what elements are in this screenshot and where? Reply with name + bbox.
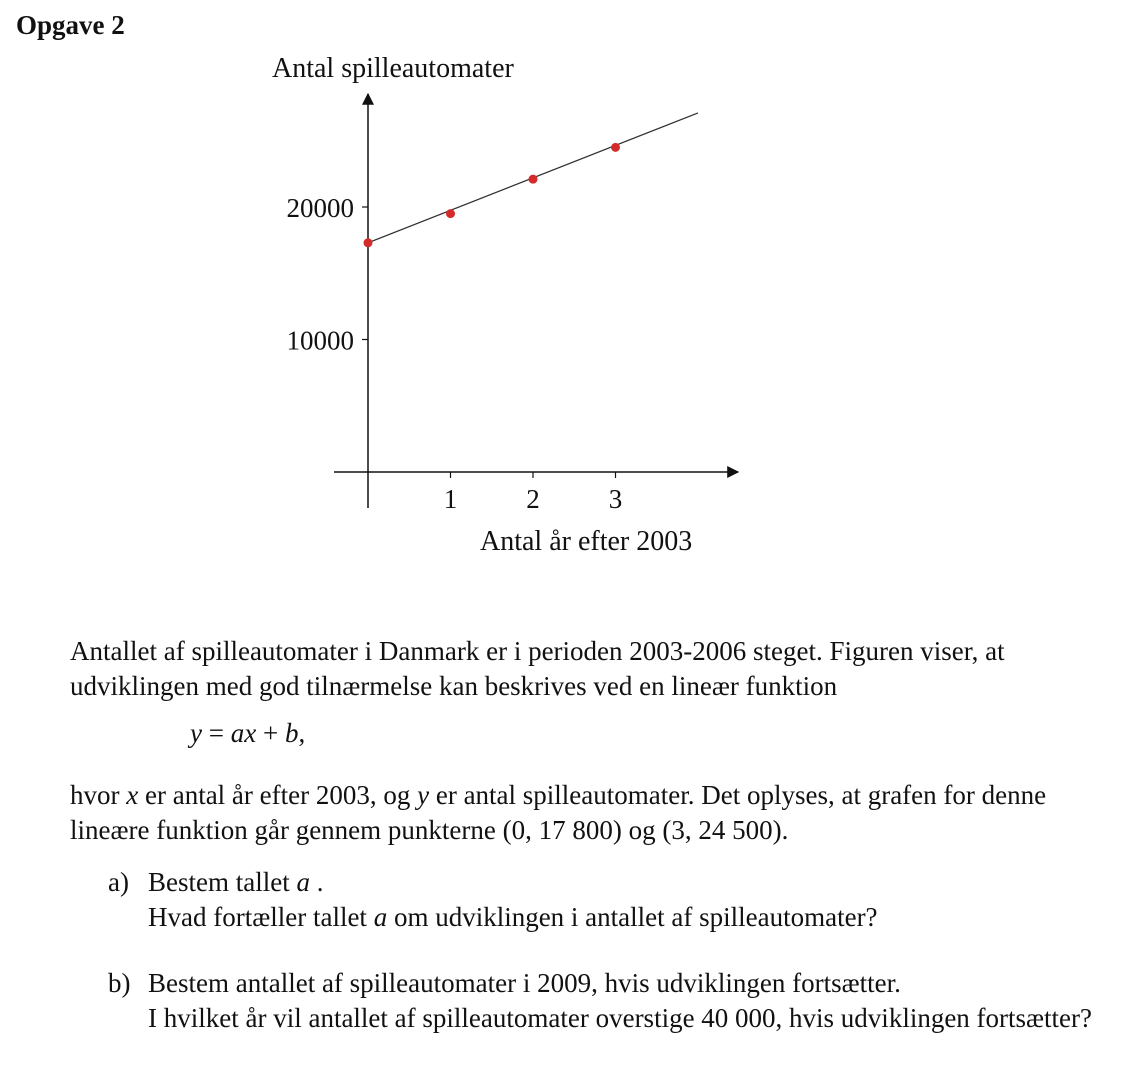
formula-equals: = bbox=[208, 718, 224, 748]
formula-a: a bbox=[230, 718, 245, 748]
y-axis-label: Antal spilleautomater bbox=[272, 53, 514, 84]
x-tick-label: 2 bbox=[526, 484, 540, 514]
task-a-line-1-end: . bbox=[309, 867, 324, 897]
data-point bbox=[364, 238, 373, 247]
definition-paragraph bbox=[70, 778, 1130, 848]
task-b-line-1: Bestem antallet af spilleautomater i 2009, hvis udviklingen fortsætter. bbox=[148, 968, 901, 998]
formula-b: b bbox=[284, 718, 299, 748]
x-tick-label: 1 bbox=[443, 484, 458, 514]
intro-paragraph: Antallet af spilleautomater i Danmark er i perioden 2003-2006 steget. Figuren viser, at udviklingen med god tilnærmelse kan beskrives ved en lineær funktion bbox=[70, 636, 1005, 701]
formula-plus: + bbox=[262, 718, 279, 748]
task-a-variable-a: a bbox=[296, 867, 310, 897]
y-tick-label: 20000 bbox=[286, 193, 354, 223]
task-b-line-2: I hvilket år vil antallet af spilleautomater overstige 40 000, hvis udviklingen fortsætter? bbox=[148, 1003, 1093, 1033]
task-b-label: b) bbox=[108, 968, 131, 998]
task-a bbox=[108, 865, 1118, 935]
variable-y: y bbox=[417, 780, 430, 810]
y-tick-label: 10000 bbox=[286, 325, 354, 356]
task-a-line-1 bbox=[148, 865, 1118, 900]
formula-x: x bbox=[244, 718, 257, 748]
task-b bbox=[108, 966, 1118, 1036]
task-a-line-2-end: om udviklingen i antallet af spilleautomater? bbox=[387, 902, 878, 932]
formula-comma: , bbox=[298, 718, 306, 748]
definition-part-3: er antal spilleautomater. Det oplyses, at grafen for denne lineære funktion går gennem punkterne (0, 17 800) og (3, 24 500). bbox=[70, 780, 1047, 845]
task-a-line-1-text: Bestem tallet bbox=[148, 867, 297, 897]
formula-y: y bbox=[190, 718, 202, 748]
definition-part-1: hvor bbox=[70, 780, 127, 810]
task-a-label: a) bbox=[108, 867, 129, 897]
data-point bbox=[611, 143, 620, 152]
task-heading: Opgave 2 bbox=[16, 10, 125, 40]
definition-part-2: er antal år efter 2003, og bbox=[138, 780, 418, 810]
x-tick-label: 3 bbox=[608, 484, 623, 514]
data-point bbox=[529, 175, 538, 184]
task-a-line-2-text: Hvad fortæller tallet bbox=[148, 902, 374, 932]
x-axis-label: Antal år efter 2003 bbox=[480, 526, 693, 557]
data-point bbox=[446, 209, 455, 218]
task-a-line-2 bbox=[148, 900, 1118, 935]
variable-x: x bbox=[126, 780, 139, 810]
task-a-line-2-variable-a: a bbox=[373, 902, 388, 932]
formula bbox=[190, 718, 305, 749]
